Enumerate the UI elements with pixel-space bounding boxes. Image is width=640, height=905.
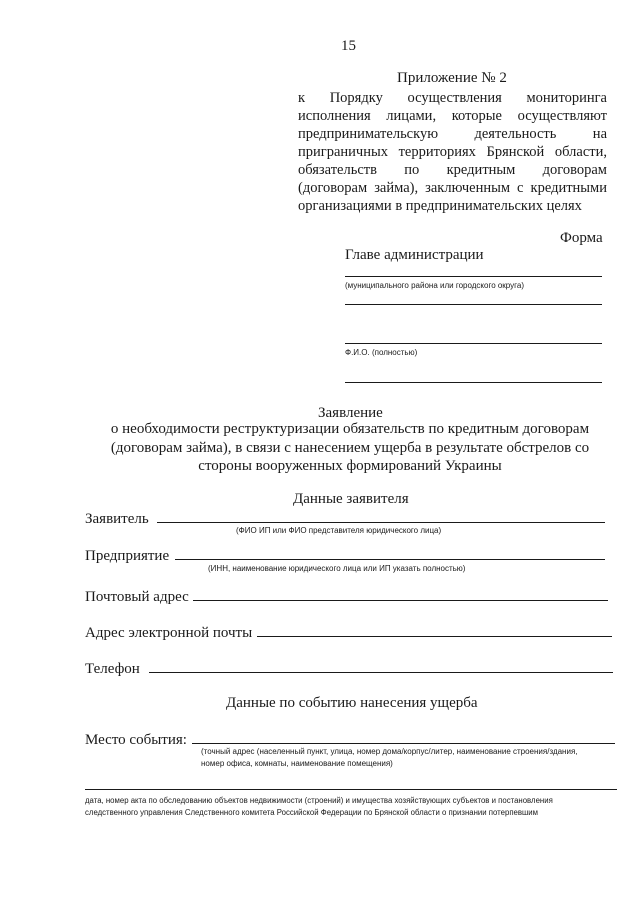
- statement-text: [80, 420, 620, 476]
- applicant-label: Заявитель: [85, 511, 149, 527]
- enterprise-label: Предприятие: [85, 548, 170, 564]
- addressee-title: Главе администрации: [345, 247, 484, 263]
- place-hint-1: (точный адрес (населенный пункт, улица, номер дома/корпус/литер, наименование строения/здания,: [201, 747, 578, 756]
- statement-title: Заявление: [318, 405, 383, 421]
- appendix-title: Приложение № 2: [397, 70, 507, 86]
- footer-line-2: следственного управления Следственного комитета Российской Федерации по Брянской области о признании потерпевшим: [85, 808, 538, 817]
- enterprise-field[interactable]: [175, 559, 605, 560]
- addressee-line-1[interactable]: [345, 276, 602, 277]
- place-continuation-line[interactable]: [85, 789, 617, 790]
- appendix-line: предпринимательскую деятельность на: [298, 126, 607, 142]
- applicant-hint: (ФИО ИП или ФИО представителя юридического лица): [236, 526, 442, 535]
- statement-line: стороны вооруженных формирований Украины: [198, 458, 502, 474]
- appendix-line: обязательств по кредитным договорам: [298, 162, 607, 178]
- addressee-line-2[interactable]: [345, 304, 602, 305]
- appendix-text: [298, 89, 607, 215]
- email-field[interactable]: [257, 636, 612, 637]
- postal-field[interactable]: [193, 600, 608, 601]
- enterprise-hint: (ИНН, наименование юридического лица или ИП указать полностью): [208, 564, 466, 573]
- addressee-fio-line[interactable]: [345, 343, 602, 344]
- phone-label: Телефон: [85, 661, 140, 677]
- appendix-line: организациями в предпринимательских целях: [298, 198, 582, 214]
- statement-line: (договорам займа), в связи с нанесением ущерба в результате обстрелов со: [110, 439, 590, 456]
- postal-label: Почтовый адрес: [85, 589, 189, 605]
- municipality-hint: (муниципального района или городского округа): [345, 281, 525, 290]
- addressee-line-3[interactable]: [345, 382, 602, 383]
- applicant-field[interactable]: [157, 522, 605, 523]
- phone-field[interactable]: [149, 672, 613, 673]
- appendix-line: (договорам займа), заключенным с кредитными: [298, 180, 607, 196]
- appendix-line: исполнения лицами, которые осуществляют: [298, 108, 607, 124]
- page-number: 15: [341, 38, 356, 54]
- appendix-line: приграничных территориях Брянской области,: [298, 144, 607, 160]
- event-section-title: Данные по событию нанесения ущерба: [226, 695, 478, 711]
- appendix-line: к Порядку осуществления мониторинга: [298, 90, 607, 106]
- applicant-section-title: Данные заявителя: [293, 491, 409, 507]
- place-label: Место события:: [85, 732, 187, 748]
- email-label: Адрес электронной почты: [85, 625, 253, 641]
- fio-hint: Ф.И.О. (полностью): [345, 348, 418, 357]
- place-field[interactable]: [192, 743, 615, 744]
- form-label: Форма: [560, 230, 603, 246]
- footer-line-1: дата, номер акта по обследованию объектов недвижимости (строений) и имущества хозяйствующих субъектов и постановления: [85, 796, 553, 805]
- place-hint-2: номер офиса, комнаты, наименование помещения): [201, 759, 393, 768]
- statement-line: о необходимости реструктуризации обязательств по кредитным договорам: [110, 421, 590, 437]
